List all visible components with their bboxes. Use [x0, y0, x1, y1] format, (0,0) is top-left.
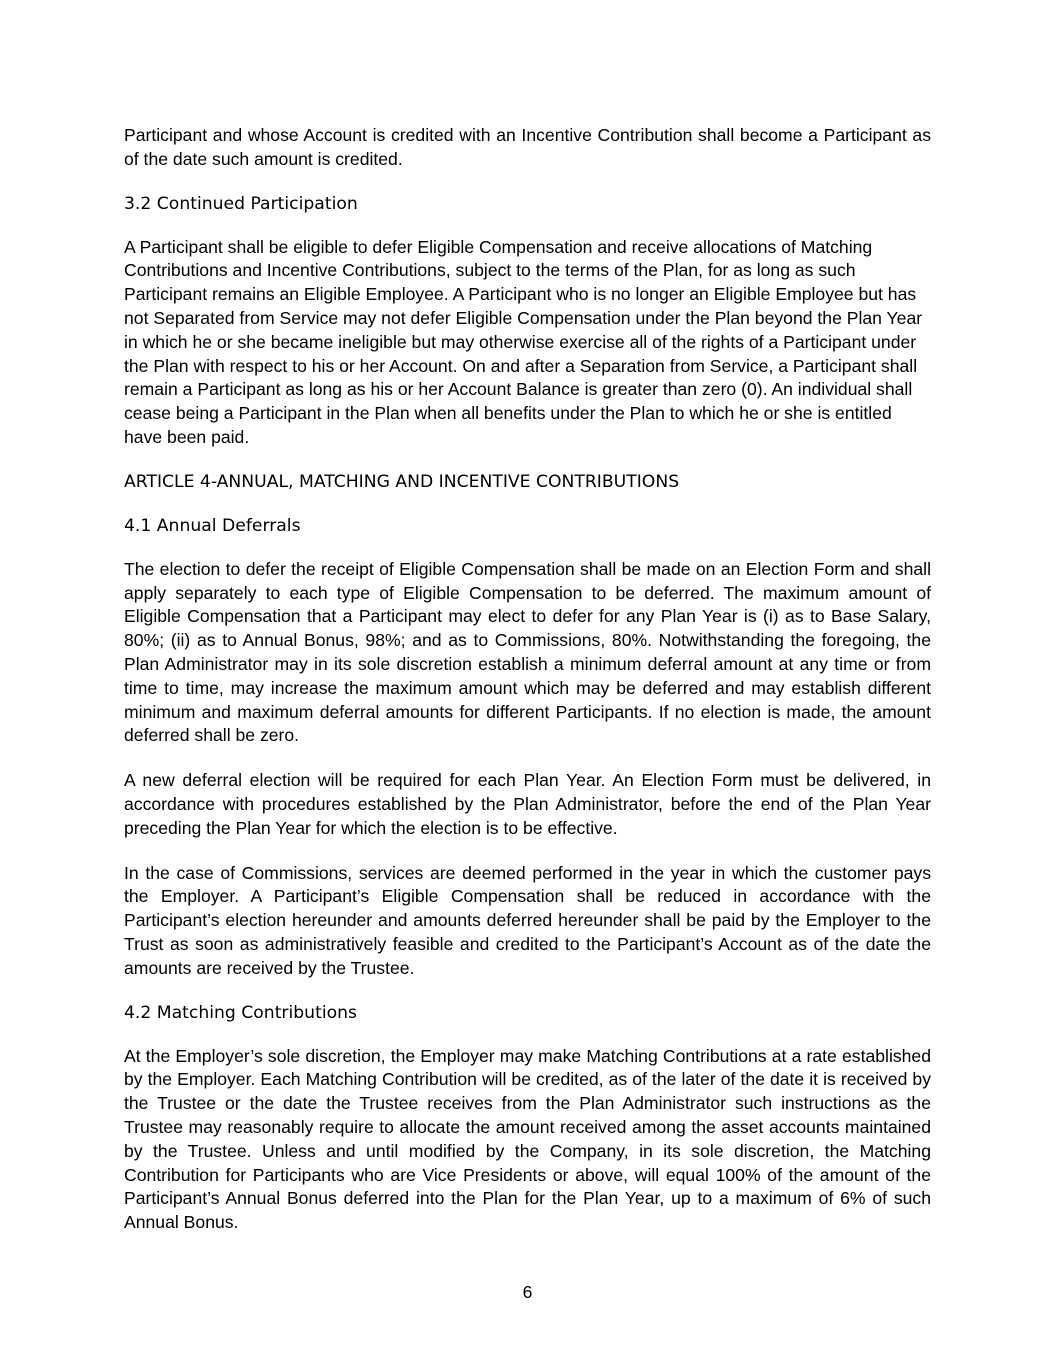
section-4-2-heading: 4.2 Matching Contributions	[124, 1002, 357, 1023]
section-3-2-paragraph: A Participant shall be eligible to defer Eligible Compensation and receive allocations of Matching Contributions and Incentive Contributions, subject to the terms of the Plan, for as long as such Participant remains an Eligible Employee. A Participant who is no longer an Eligible Employee but has not Separated from Service may not defer Eligible Compensation under the Plan beyond the Plan Year in which he or she became ineligible but may otherwise exercise all of the rights of a Participant under the Plan with respect to his or her Account. On and after a Separation from Service, a Participant shall remain a Participant as long as his or her Account Balance is greater than zero (0). An individual shall cease being a Participant in the Plan when all benefits under the Plan to which he or she is entitled have been paid.	[124, 236, 923, 447]
section-4-2-paragraph: At the Employer’s sole discretion, the Employer may make Matching Contributions at a rate established by the Employer. Each Matching Contribution will be credited, as of the later of the date it is received by the Trustee or the date the Trustee receives from the Plan Administrator such instructions as the Trustee may reasonably require to allocate the amount received among the asset accounts maintained by the Trustee. Unless and until modified by the Company, in its sole discretion, the Matching Contribution for Participants who are Vice Presidents or above, will equal 100% of the amount of the Participant’s Annual Bonus deferred into the Plan for the Plan Year, up to a maximum of 6% of such Annual Bonus.	[124, 1045, 931, 1233]
article-4-heading: ARTICLE 4-ANNUAL, MATCHING AND INCENTIVE CONTRIBUTIONS	[124, 471, 680, 492]
intro-paragraph: Participant and whose Account is credited with an Incentive Contribution shall become a Participant as of the date such amount is credited.	[124, 125, 931, 169]
section-4-1-paragraph-1: The election to defer the receipt of Eligible Compensation shall be made on an Election Form and shall apply separately to each type of Eligible Compensation to be deferred. The maximum amount of Eligible Compensation that a Participant may elect to defer for any Plan Year is (i) as to Base Salary, 80%; (ii) as to Annual Bonus, 98%; and as to Commissions, 80%. Notwithstanding the foregoing, the Plan Administrator may in its sole discretion establish a minimum deferral amount at any time or from time to time, may increase the maximum amount which may be deferred and may establish different minimum and maximum deferral amounts for different Participants. If no election is made, the amount deferred shall be zero.	[124, 558, 931, 746]
section-4-1-paragraph-3: In the case of Commissions, services are deemed performed in the year in which the customer pays the Employer. A Participant’s Eligible Compensation shall be reduced in accordance with the Participant’s election hereunder and amounts deferred hereunder shall be paid by the Employer to the Trust as soon as administratively feasible and credited to the Participant’s Account as of the date the amounts are received by the Trustee.	[124, 862, 931, 978]
page-number: 6	[522, 1282, 533, 1302]
section-4-1-paragraph-2: A new deferral election will be required for each Plan Year. An Election Form must be delivered, in accordance with procedures established by the Plan Administrator, before the end of the Plan Year preceding the Plan Year for which the election is to be effective.	[124, 770, 931, 838]
section-4-1-heading: 4.1 Annual Deferrals	[124, 515, 301, 536]
section-3-2-heading: 3.2 Continued Participation	[124, 193, 358, 214]
document-page	[124, 124, 931, 1235]
